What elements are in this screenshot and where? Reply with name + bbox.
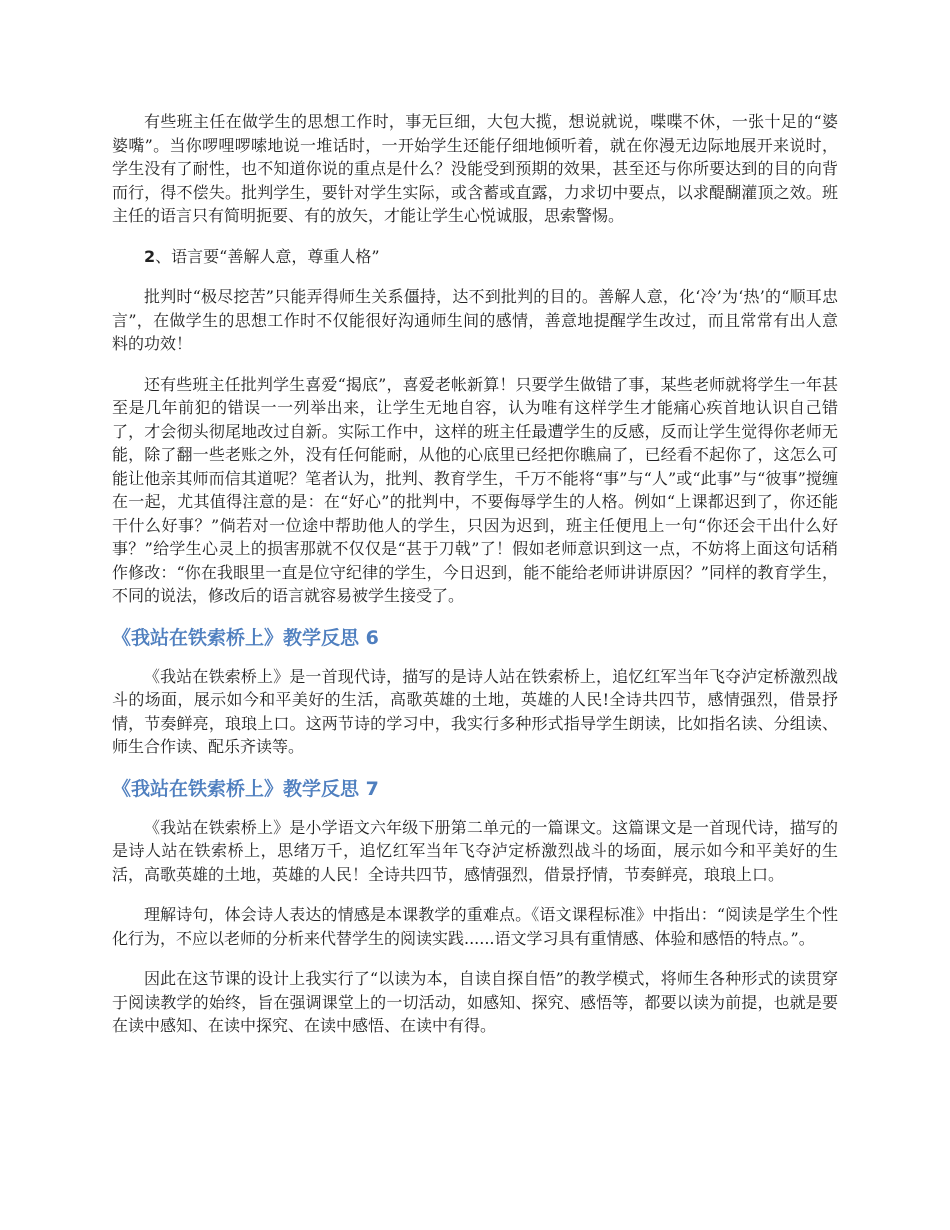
paragraph: 还有些班主任批判学生喜爱“揭底”，喜爱老帐新算！只要学生做错了事，某些老师就将学生一年甚至是几年前犯的错误一一列举出来，让学生无地自容，认为唯有这样学生才能痛心疾首地认识自己错了，才会彻头彻尾地改过自新。实际工作中，这样的班主任最遭学生的反感，反而让学生觉得你老师无能，除了翻一些老账之外，没有任何能耐，从他的心底里已经把你瞧扁了，已经看不起你了，这怎么可能让他亲其师而信其道呢？笔者认为，批判、教育学生，千万不能将“事”与“人”或“此事”与“彼事”搅缠在一起，尤其值得注意的是：在“好心”的批判中，不要侮辱学生的人格。例如“上课都迟到了，你还能干什么好事？”倘若对一位途中帮助他人的学生，只因为迟到，班主任便甩上一句“你还会干出什么好事？”给学生心灵上的损害那就不仅仅是“甚于刀戟”了！假如老师意识到这一点，不妨将上面这句话稍作修改：“你在我眼里一直是位守纪律的学生，今日迟到，能不能给老师讲讲原因？”同样的教育学生，不同的说法，修改后的语言就容易被学生接受了。 (112, 374, 838, 605)
paragraph: 《我站在铁索桥上》是小学语文六年级下册第二单元的一篇课文。这篇课文是一首现代诗，描写的是诗人站在铁索桥上，思绪万千，追忆红军当年飞夺泸定桥激烈战斗的场面，展示如今和平美好的生活，高歌英雄的土地，英雄的人民！全诗共四节，感情强烈，借景抒情，节奏鲜亮，琅琅上口。 (112, 817, 838, 884)
paragraph: 《我站在铁索桥上》是一首现代诗，描写的是诗人站在铁索桥上，追忆红军当年飞夺泸定桥激烈战斗的场面，展示如今和平美好的生活，高歌英雄的土地，英雄的人民!全诗共四节，感情强烈，借景抒情，节奏鲜亮，琅琅上口。这两节诗的学习中，我实行多种形式指导学生朗读，比如指名读、分组读、师生合作读、配乐齐读等。 (112, 666, 838, 756)
section-heading: 《我站在铁索桥上》教学反思 6 (112, 626, 379, 649)
paragraph: 有些班主任在做学生的思想工作时，事无巨细，大包大揽，想说就说，喋喋不休，一张十足的“婆婆嘴”。当你啰哩啰嗦地说一堆话时，一开始学生还能仔细地倾听着，就在你漫无边际地展开来说时，学生没有了耐性，也不知道你说的重点是什么？没能受到预期的效果，甚至还与你所要达到的目的向背而行，得不偿失。批判学生，要针对学生实际，或含蓄或直露，力求切中要点，以求醍醐灌顶之效。班主任的语言只有简明扼要、有的放矢，才能让学生心悦诚服，思索警惕。 (112, 112, 838, 225)
subheading-text: 、语言要“善解人意，尊重人格” (155, 246, 380, 266)
document-page (112, 110, 838, 1055)
paragraph: 批判时“极尽挖苦”只能弄得师生关系僵持，达不到批判的目的。善解人意，化‘冷’为‘热’的“顺耳忠言”，在做学生的思想工作时不仅能很好沟通师生间的感情，善意地提醒学生改过，而且常常有出人意料的功效！ (112, 287, 838, 353)
paragraph: 理解诗句，体会诗人表达的情感是本课教学的重难点。《语文课程标准》中指出：“阅读是学生个性化行为，不应以老师的分析来代替学生的阅读实践......语文学习具有重情感、体验和感悟的特点。”。 (112, 905, 838, 948)
paragraph: 因此在这节课的设计上我实行了“以读为本，自读自探自悟”的教学模式，将师生各种形式的读贯穿于阅读教学的始终，旨在强调课堂上的一切活动，如感知、探究、感悟等，都要以读为前提，也就是要在读中感知、在读中探究、在读中感悟、在读中有得。 (112, 969, 838, 1035)
section-heading: 《我站在铁索桥上》教学反思 7 (112, 777, 379, 800)
subheading-number: 2 (144, 246, 156, 266)
subheading (112, 245, 838, 269)
